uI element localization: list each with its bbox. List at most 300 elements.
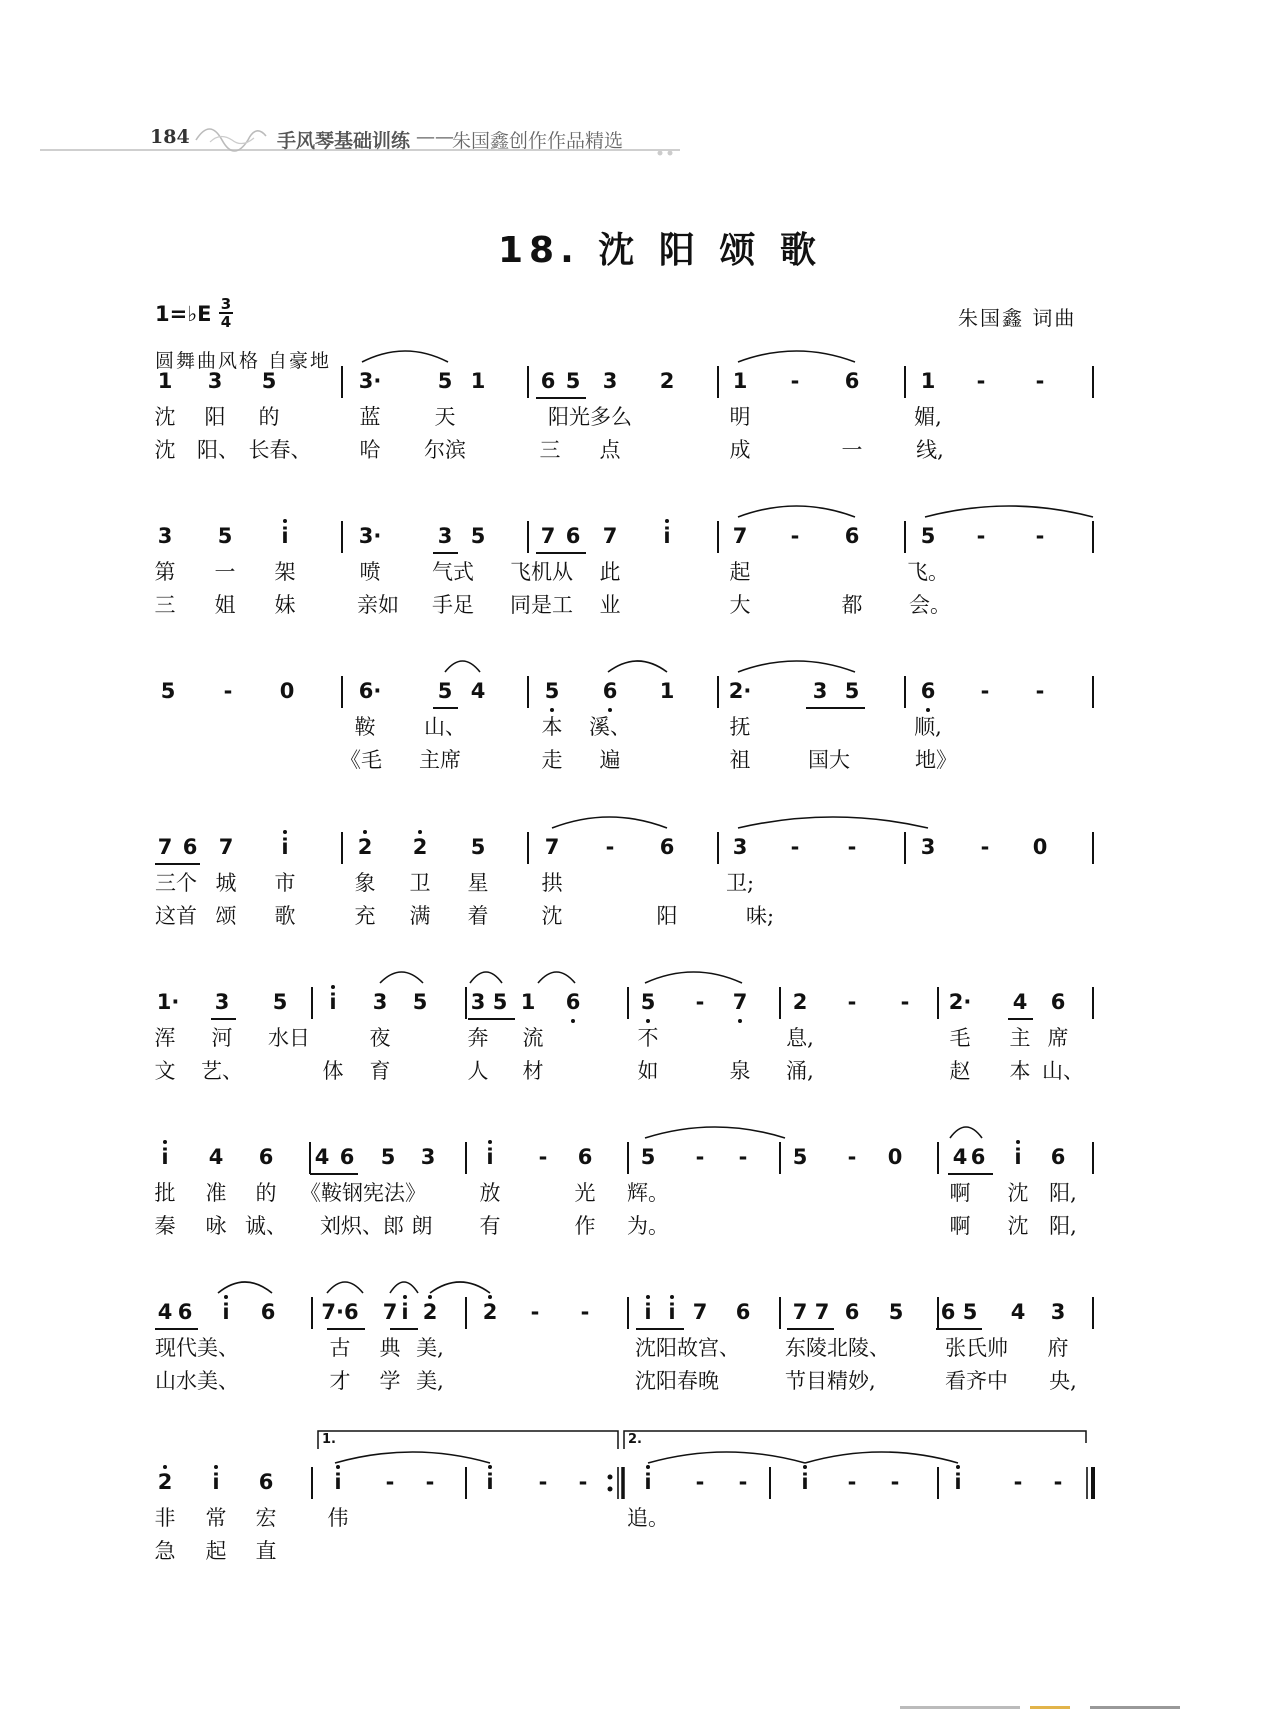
note: 5 <box>492 990 508 1014</box>
note: - <box>695 990 705 1014</box>
lyric-verse-1: 山、 <box>424 715 466 739</box>
note: 3 <box>1050 1300 1066 1324</box>
note: 5 <box>920 524 936 548</box>
note: - <box>738 1470 748 1494</box>
note: 3 <box>470 990 486 1014</box>
lyric-verse-1: 水日 <box>268 1026 310 1050</box>
lyric-verse-1: 古 <box>329 1336 351 1360</box>
note: 4 <box>952 1145 968 1169</box>
lyric-verse-2: 都 <box>841 593 863 617</box>
note: 5 <box>380 1145 396 1169</box>
octave-dot <box>331 985 335 989</box>
volta-number: 1. <box>322 1432 336 1447</box>
note: i <box>644 1300 652 1324</box>
note: 6 <box>659 835 675 859</box>
note: - <box>1013 1470 1023 1494</box>
note: i <box>401 1300 409 1324</box>
note: 2 <box>157 1470 173 1494</box>
note: i <box>668 1300 676 1324</box>
lyric-verse-2: 遍 <box>599 748 621 772</box>
note: 5 <box>272 990 288 1014</box>
octave-dot <box>283 830 287 834</box>
note: i <box>954 1470 962 1494</box>
slur <box>552 817 667 828</box>
lyric-verse-2: 秦 <box>154 1214 176 1238</box>
note: - <box>980 679 990 703</box>
lyric-verse-2: 人 <box>467 1059 489 1083</box>
lyric-verse-2: 手足 <box>432 593 474 617</box>
note: i <box>161 1145 169 1169</box>
lyric-verse-2: 地》 <box>915 748 957 772</box>
slur <box>218 1282 272 1293</box>
lyric-verse-1: 卫; <box>725 871 755 895</box>
note: 7 <box>540 524 556 548</box>
lyric-verse-2: 沈阳春晚 <box>635 1369 719 1393</box>
note: 6· <box>358 679 382 703</box>
note: 5 <box>217 524 233 548</box>
note: 0 <box>887 1145 903 1169</box>
note: 3· <box>358 524 382 548</box>
note: - <box>385 1470 395 1494</box>
note: 5 <box>565 369 581 393</box>
note: 6 <box>577 1145 593 1169</box>
note: - <box>580 1300 590 1324</box>
note: 6 <box>602 679 618 703</box>
note: - <box>1035 369 1045 393</box>
note: 2 <box>412 835 428 859</box>
lyric-verse-2: 起 <box>205 1539 227 1563</box>
note: - <box>538 1470 548 1494</box>
slur <box>390 1282 418 1293</box>
note: - <box>976 524 986 548</box>
lyric-verse-1: 蓝 <box>359 405 381 429</box>
note: 7 <box>218 835 234 859</box>
note: 3· <box>358 369 382 393</box>
lyric-verse-2: 本 <box>1009 1059 1031 1083</box>
note: 5 <box>437 369 453 393</box>
note: - <box>847 835 857 859</box>
note: i <box>329 990 337 1014</box>
time-signature-top: 3 <box>220 295 232 313</box>
lyric-verse-1: 溪、 <box>589 715 631 739</box>
lyric-verse-1: 架 <box>274 560 296 584</box>
slur <box>738 351 855 362</box>
note: 3 <box>920 835 936 859</box>
note: 4 <box>208 1145 224 1169</box>
lyric-verse-1: 城 <box>215 871 237 895</box>
lyric-verse-2: 急 <box>154 1539 176 1563</box>
note: i <box>1014 1145 1022 1169</box>
lyric-verse-2: 歌 <box>274 904 296 928</box>
lyric-verse-1: 东陵北陵、 <box>785 1336 890 1360</box>
lyric-verse-2: 这首 <box>155 904 197 928</box>
lyric-verse-2: 作 <box>574 1214 596 1238</box>
lyric-verse-1: 浑 <box>154 1026 176 1050</box>
note: 6 <box>844 524 860 548</box>
lyric-verse-1: 非 <box>154 1506 176 1530</box>
note: 4 <box>1010 1300 1026 1324</box>
lyric-verse-2: 沈 <box>541 904 563 928</box>
lyric-verse-1: 沈 <box>1007 1181 1029 1205</box>
lyric-verse-1: 宏 <box>255 1506 277 1530</box>
octave-dot <box>224 1295 228 1299</box>
lyric-verse-1: 拱 <box>541 871 563 895</box>
note: 6 <box>844 1300 860 1324</box>
note: - <box>980 835 990 859</box>
note: i <box>801 1470 809 1494</box>
slur <box>445 661 480 672</box>
lyric-verse-2: 味; <box>745 904 775 928</box>
note: 5 <box>962 1300 978 1324</box>
lyric-verse-1: 抚 <box>729 715 751 739</box>
octave-dot <box>646 1295 650 1299</box>
note: 5 <box>470 524 486 548</box>
note: 3 <box>372 990 388 1014</box>
slur <box>950 1127 982 1138</box>
note: 6 <box>540 369 556 393</box>
lyric-verse-1: 的 <box>258 405 280 429</box>
lyric-verse-2: 亲如 <box>357 593 399 617</box>
lyric-verse-2: 刘炽、郎 <box>320 1214 404 1238</box>
lyric-verse-1: 阳, <box>1049 1181 1077 1205</box>
lyric-verse-2: 颂 <box>215 904 237 928</box>
lyric-verse-2: 沈 <box>1007 1214 1029 1238</box>
note: - <box>538 1145 548 1169</box>
note: i <box>644 1470 652 1494</box>
note: 7 <box>814 1300 830 1324</box>
lyric-verse-1: 常 <box>205 1506 227 1530</box>
lyric-verse-1: 起 <box>729 560 751 584</box>
style-marking: 圆舞曲风格 自豪地 <box>155 350 332 372</box>
note: 5 <box>437 679 453 703</box>
volta-bracket-2 <box>624 1431 1086 1449</box>
lyric-verse-2: 姐 <box>214 593 236 617</box>
note: - <box>695 1470 705 1494</box>
note: 3 <box>437 524 453 548</box>
note: 2 <box>482 1300 498 1324</box>
note: 1 <box>470 369 486 393</box>
note: 4 <box>470 679 486 703</box>
note: - <box>695 1145 705 1169</box>
note: 3 <box>602 369 618 393</box>
lyric-verse-2: 充 <box>354 904 376 928</box>
note: i <box>486 1145 494 1169</box>
lyric-verse-1: 的 <box>255 1181 277 1205</box>
note: 7 <box>602 524 618 548</box>
note: 2 <box>659 369 675 393</box>
note: i <box>212 1470 220 1494</box>
lyric-verse-1: 准 <box>205 1181 227 1205</box>
note: i <box>281 524 289 548</box>
time-signature-bottom: 4 <box>220 313 232 331</box>
lyric-verse-2: 诚、 <box>245 1214 287 1238</box>
slur <box>648 1452 805 1463</box>
octave-dot <box>803 1465 807 1469</box>
note: 5 <box>844 679 860 703</box>
lyric-verse-1: 第 <box>154 560 176 584</box>
octave-dot <box>418 830 422 834</box>
lyric-verse-1: 府 <box>1047 1336 1069 1360</box>
title-separator: —— <box>416 126 454 148</box>
note: 5 <box>160 679 176 703</box>
volta-number: 2. <box>628 1432 642 1447</box>
note: - <box>1053 1470 1063 1494</box>
slur <box>608 661 667 672</box>
note: 4 <box>157 1300 173 1324</box>
lyric-verse-2: 啊 <box>949 1214 971 1238</box>
lyric-verse-1: 流 <box>522 1026 544 1050</box>
lyric-verse-1: 啊 <box>949 1181 971 1205</box>
slur <box>738 661 855 672</box>
lyric-verse-1: 张氏帅 <box>945 1336 1008 1360</box>
note: - <box>1035 524 1045 548</box>
octave-dot <box>214 1465 218 1469</box>
lyric-verse-2: 成 <box>729 438 751 462</box>
note: 5 <box>640 990 656 1014</box>
lyric-verse-2: 直 <box>255 1539 277 1563</box>
lyric-verse-2: 材 <box>522 1059 544 1083</box>
lyric-verse-2: 美, <box>416 1369 444 1393</box>
lyric-verse-2: 山水美、 <box>155 1369 239 1393</box>
lyric-verse-2: 三 <box>539 438 561 462</box>
note: 7 <box>157 835 173 859</box>
slur <box>538 972 575 983</box>
lyric-verse-1: 追。 <box>627 1506 669 1530</box>
note: - <box>738 1145 748 1169</box>
octave-dot <box>738 1019 742 1023</box>
note: 5 <box>261 369 277 393</box>
note: 6 <box>735 1300 751 1324</box>
lyric-verse-1: 阳 <box>204 405 226 429</box>
note: 7 <box>732 524 748 548</box>
lyric-verse-2: 山、 <box>1042 1059 1084 1083</box>
lyric-verse-2: 朗 <box>411 1214 433 1238</box>
lyric-verse-1: 一 <box>214 560 236 584</box>
octave-dot <box>163 1465 167 1469</box>
slur <box>925 506 1093 517</box>
lyric-verse-1: 沈阳故宫、 <box>635 1336 740 1360</box>
note: 2· <box>728 679 752 703</box>
note: 1 <box>659 679 675 703</box>
lyric-verse-1: 河 <box>211 1026 233 1050</box>
octave-dot <box>363 830 367 834</box>
octave-dot <box>646 1465 650 1469</box>
lyric-verse-2: 阳 <box>656 904 678 928</box>
lyric-verse-2: 着 <box>467 904 489 928</box>
slur <box>738 506 855 517</box>
note: 3 <box>157 524 173 548</box>
note: 6 <box>940 1300 956 1324</box>
note: - <box>847 1470 857 1494</box>
lyric-verse-2: 如 <box>637 1059 659 1083</box>
lyric-verse-2: 满 <box>409 904 431 928</box>
note: 7 <box>732 990 748 1014</box>
lyric-verse-2: 咏 <box>205 1214 227 1238</box>
note: 5 <box>792 1145 808 1169</box>
lyric-verse-1: 顺, <box>914 715 942 739</box>
octave-dot <box>1016 1140 1020 1144</box>
octave-dot <box>488 1140 492 1144</box>
note: - <box>790 369 800 393</box>
book-subtitle: 朱国鑫创作作品精选 <box>452 130 624 152</box>
note: - <box>847 1145 857 1169</box>
lyric-verse-1: 三个 <box>155 871 197 895</box>
note: 6 <box>260 1300 276 1324</box>
note: 4 <box>1012 990 1028 1014</box>
lyric-verse-2: 文 <box>154 1059 176 1083</box>
note: i <box>281 835 289 859</box>
lyric-verse-1: 美, <box>416 1336 444 1360</box>
note: i <box>222 1300 230 1324</box>
note: - <box>425 1470 435 1494</box>
lyric-verse-2: 体 <box>322 1059 344 1083</box>
slur <box>430 1282 490 1293</box>
lyric-verse-1: 息, <box>786 1026 814 1050</box>
note: i <box>663 524 671 548</box>
lyric-verse-2: 育 <box>369 1059 391 1083</box>
lyric-verse-2: 沈 <box>154 438 176 462</box>
lyric-verse-2: 一 <box>841 438 863 462</box>
lyric-verse-1: 伟 <box>327 1506 349 1530</box>
note: 7·6 <box>321 1300 359 1324</box>
lyric-verse-1: 席 <box>1047 1026 1069 1050</box>
lyric-verse-1: 现代美、 <box>155 1336 239 1360</box>
lyric-verse-1: 飞机从 <box>510 560 573 584</box>
octave-dot <box>670 1295 674 1299</box>
lyric-verse-1: 喷 <box>359 560 381 584</box>
note: 7 <box>792 1300 808 1324</box>
lyric-verse-1: 《鞍钢宪法》 <box>300 1181 426 1205</box>
octave-dot <box>163 1140 167 1144</box>
lyric-verse-2: 走 <box>541 748 563 772</box>
note: 5 <box>888 1300 904 1324</box>
note: - <box>223 679 233 703</box>
note: - <box>605 835 615 859</box>
slur <box>362 351 448 362</box>
lyric-verse-2: 国大 <box>808 748 850 772</box>
slur <box>645 972 742 983</box>
lyric-verse-2: 节目精妙, <box>785 1369 876 1393</box>
lyric-verse-2: 泉 <box>729 1059 751 1083</box>
note: 5 <box>640 1145 656 1169</box>
lyric-verse-2: 《毛 <box>340 748 382 772</box>
note: 4 <box>314 1145 330 1169</box>
lyric-verse-2: 阳、 <box>197 438 239 462</box>
note: 7 <box>382 1300 398 1324</box>
octave-dot <box>956 1465 960 1469</box>
lyric-verse-1: 飞。 <box>907 560 949 584</box>
lyric-verse-2: 才 <box>329 1369 351 1393</box>
volta-bracket-1 <box>318 1431 618 1449</box>
note: - <box>1035 679 1045 703</box>
note: i <box>486 1470 494 1494</box>
lyric-verse-2: 赵 <box>949 1059 971 1083</box>
composer-credit: 朱国鑫 词曲 <box>958 306 1077 330</box>
note: 6 <box>182 835 198 859</box>
octave-dot <box>283 519 287 523</box>
lyric-verse-1: 鞍 <box>354 715 376 739</box>
note: 1· <box>156 990 180 1014</box>
octave-dot <box>665 519 669 523</box>
note: i <box>334 1470 342 1494</box>
lyric-verse-2: 学 <box>379 1369 401 1393</box>
lyric-verse-1: 星 <box>467 871 489 895</box>
lyric-verse-2: 会。 <box>909 593 951 617</box>
lyric-verse-1: 沈 <box>154 405 176 429</box>
octave-dot <box>571 1019 575 1023</box>
note: 1 <box>732 369 748 393</box>
note: 6 <box>565 990 581 1014</box>
lyric-verse-2: 三 <box>154 593 176 617</box>
slur <box>327 1282 363 1293</box>
lyric-verse-1: 主 <box>1009 1026 1031 1050</box>
lyric-verse-1: 此 <box>599 560 621 584</box>
lyric-verse-1: 市 <box>274 871 296 895</box>
note: 6 <box>339 1145 355 1169</box>
note: 6 <box>565 524 581 548</box>
note: 2 <box>422 1300 438 1324</box>
key-signature: 1=♭E <box>155 302 212 326</box>
lyric-verse-1: 阳光多么 <box>548 405 632 429</box>
note: 1 <box>157 369 173 393</box>
lyric-verse-1: 光 <box>574 1181 596 1205</box>
repeat-dot <box>608 1487 613 1492</box>
note: 5 <box>470 835 486 859</box>
slur <box>645 1127 785 1138</box>
octave-dot <box>403 1295 407 1299</box>
lyric-verse-1: 本 <box>541 715 563 739</box>
note: 6 <box>258 1145 274 1169</box>
note: - <box>890 1470 900 1494</box>
note: 7 <box>692 1300 708 1324</box>
octave-dot <box>428 1295 432 1299</box>
slur <box>380 972 423 983</box>
note: 6 <box>844 369 860 393</box>
lyric-verse-1: 奔 <box>467 1026 489 1050</box>
note: 3 <box>207 369 223 393</box>
note: 0 <box>279 679 295 703</box>
note: 2· <box>948 990 972 1014</box>
lyric-verse-2: 为。 <box>627 1214 669 1238</box>
lyric-verse-2: 点 <box>599 438 621 462</box>
note: - <box>790 524 800 548</box>
note: 6 <box>1050 990 1066 1014</box>
lyric-verse-2: 尔滨 <box>424 438 466 462</box>
slur <box>738 817 928 828</box>
lyric-verse-1: 天 <box>434 405 456 429</box>
octave-dot <box>488 1295 492 1299</box>
octave-dot <box>488 1465 492 1469</box>
lyric-verse-1: 气式 <box>432 560 474 584</box>
page-number: 184 <box>150 126 190 148</box>
note: - <box>847 990 857 1014</box>
note: 6 <box>970 1145 986 1169</box>
slur <box>470 972 502 983</box>
lyric-verse-1: 不 <box>637 1026 659 1050</box>
slur <box>335 1452 490 1463</box>
footer-strip <box>900 1696 1200 1702</box>
note: 5 <box>412 990 428 1014</box>
repeat-dot <box>608 1475 613 1480</box>
note: - <box>976 369 986 393</box>
lyric-verse-2: 主席 <box>419 748 461 772</box>
lyric-verse-2: 哈 <box>359 438 381 462</box>
lyric-verse-2: 艺、 <box>201 1059 243 1083</box>
lyric-verse-2: 业 <box>599 593 621 617</box>
note: 7 <box>544 835 560 859</box>
lyric-verse-1: 典 <box>379 1336 401 1360</box>
song-title: 18. 沈 阳 颂 歌 <box>498 230 822 271</box>
